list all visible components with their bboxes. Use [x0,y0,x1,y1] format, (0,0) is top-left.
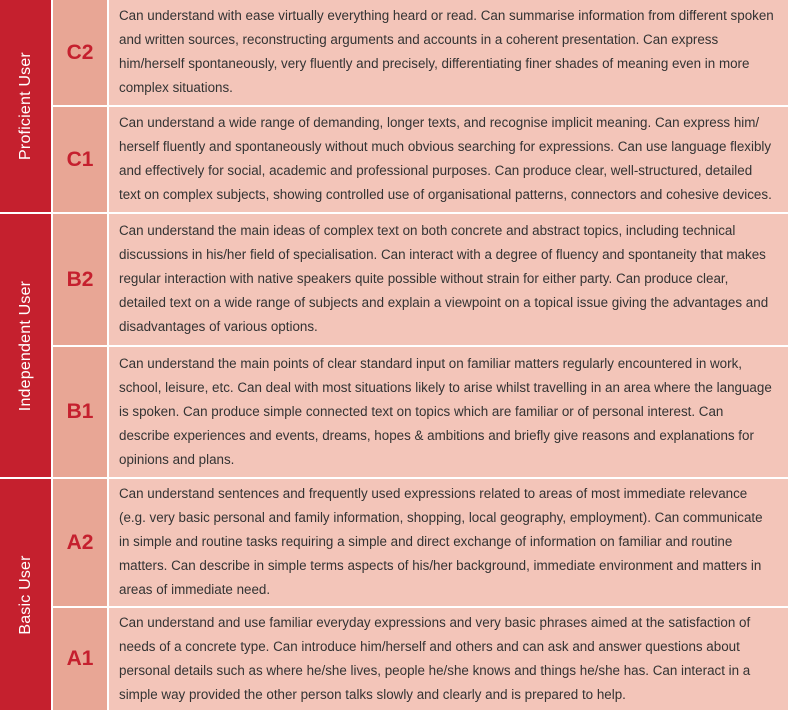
group-proficient-user [0,0,52,213]
level-c2: C2 [52,0,108,106]
group-label: Basic User [16,554,34,635]
group-independent-user [0,213,52,478]
table-row [0,478,788,607]
table-row [0,346,788,478]
group-label: Independent User [16,280,34,411]
level-a1: A1 [52,607,108,711]
level-b2-description: Can understand the main ideas of complex text on both concrete and abstract topics, including technical discussions in his/her field of specialisation. Can interact with a degree of fluency and spontaneity that makes regular interaction with native speakers quite possible without strain for either party. Can produce clear, detailed text on a wide range of subjects and explain a viewpoint on a topical issue giving the advantages and disadvantages of various options. [108,213,788,346]
group-label: Proficient User [16,52,34,160]
level-b2: B2 [52,213,108,346]
table-row [0,106,788,213]
level-b1: B1 [52,346,108,478]
level-a1-description: Can understand and use familiar everyday expressions and very basic phrases aimed at the satisfaction of needs of a concrete type. Can introduce him/herself and others and can ask and answer questions about personal details such as where he/she lives, people he/she knows and things he/she has. Can interact in a simple way provided the other person talks slowly and clearly and is prepared to help. [108,607,788,711]
level-b1-description: Can understand the main points of clear standard input on familiar matters regularly encountered in work, school, leisure, etc. Can deal with most situations likely to arise whilst travelling in an area where the language is spoken. Can produce simple connected text on topics which are familiar or of personal interest. Can describe experiences and events, dreams, hopes & ambitions and briefly give reasons and explanations for opinions and plans. [108,346,788,478]
table-row [0,0,788,106]
group-basic-user [0,478,52,711]
level-c1: C1 [52,106,108,213]
level-c1-description: Can understand a wide range of demanding, longer texts, and recognise implicit meaning. Can express him/ herself fluently and spontaneously without much obvious searching for expressions. Can use language flexibly and effectively for social, academic and professional purposes. Can produce clear, well-structured, detailed text on complex subjects, showing controlled use of organisational patterns, connectors and cohesive devices. [108,106,788,213]
level-a2: A2 [52,478,108,607]
level-c2-description: Can understand with ease virtually everything heard or read. Can summarise information from different spoken and written sources, reconstructing arguments and accounts in a coherent presentation. Can express him/herself spontaneously, very fluently and precisely, differentiating finer shades of meaning even in more complex situations. [108,0,788,106]
level-a2-description: Can understand sentences and frequently used expressions related to areas of most immediate relevance (e.g. very basic personal and family information, shopping, local geography, employment). Can communicate in simple and routine tasks requiring a simple and direct exchange of information on familiar and routine matters. Can describe in simple terms aspects of his/her background, immediate environment and matters in areas of immediate need. [108,478,788,607]
table-row [0,607,788,711]
table-row [0,213,788,346]
